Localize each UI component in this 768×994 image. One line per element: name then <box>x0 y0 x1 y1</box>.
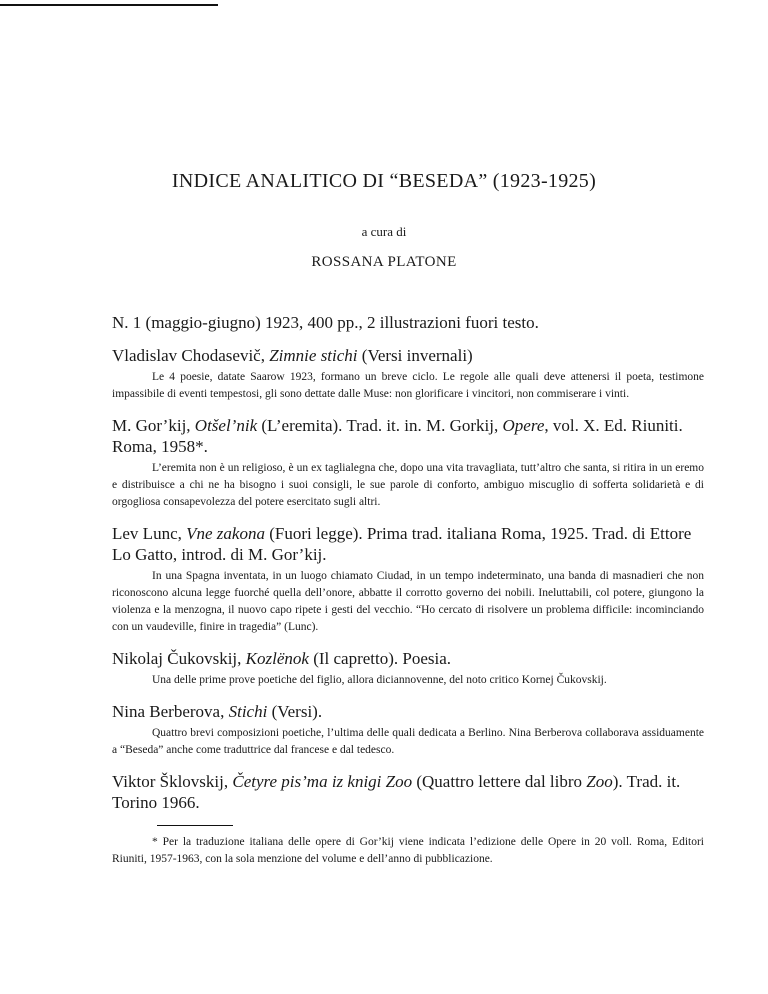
issue-heading: N. 1 (maggio-giugno) 1923, 400 pp., 2 illustrazioni fuori testo. <box>112 313 539 332</box>
entry-work: Kozlënok <box>245 649 309 668</box>
entry-work: Stichi <box>228 702 268 721</box>
entry-chodasevic <box>112 345 704 403</box>
entry-gorkij <box>112 415 704 511</box>
entry-work: Vne zakona <box>186 524 265 543</box>
entry-heading <box>112 415 704 457</box>
entry-work-2: Opere <box>502 416 545 435</box>
entry-description: In una Spagna inventata, in un luogo chiamato Ciudad, in un tempo indeterminato, una banda di masnadieri che non riconoscono alcuna legge fuorché quella dell’onore, abbatte il corrotto governo dei nobili. Ineluttabili, col potere, giungono la violenza e la menzogna, il nuovo capo ripete i gesti del vecchio. “Ho cercato di risolvere un problema difficile: incominciando con un vaudeville, finire in tragedia” (Lunc). <box>112 570 704 633</box>
entry-rest: (Fuori legge). Prima trad. italiana Roma, 1925. Trad. di Ettore Lo Gatto, introd. di M. Gor’kij. <box>112 524 692 564</box>
entry-author: M. Gor’kij, <box>112 416 191 435</box>
entry-author: Vladislav Chodasevič, <box>112 346 265 365</box>
entry-work: Četyre pis’ma iz knigi Zoo <box>232 772 413 791</box>
entry-rest-2: , vol. X. Ed. Riuniti. Roma, 1958*. <box>112 416 683 456</box>
entry-author: Nikolaj Čukovskij, <box>112 649 242 668</box>
editor-name: ROSSANA PLATONE <box>311 254 457 270</box>
index-body <box>112 313 704 825</box>
entry-heading <box>112 345 704 366</box>
entry-lunc <box>112 523 704 636</box>
entry-rest-2: ). Trad. it. Torino 1966. <box>112 772 681 812</box>
entry-rest: (L’eremita). Trad. it. in. M. Gorkij, <box>261 416 499 435</box>
top-rule <box>0 4 218 6</box>
entry-rest: (Quattro lettere dal libro <box>416 772 583 791</box>
entry-description: L’eremita non è un religioso, è un ex taglialegna che, dopo una vita travagliata, tutt’altro che santa, si ritira in un eremo e distribuisce a chi ne ha bisogno i suoi consigli, le sue parole di conforto, ambiguo miscuglio di sofferta solidarietà e di orgogliosa consapevolezza del potere esercitato sugli altri. <box>112 462 704 508</box>
entry-work: Otšel’nik <box>194 416 258 435</box>
entry-berberova <box>112 701 704 759</box>
footnote-rule <box>157 825 233 826</box>
entry-author: Nina Berberova, <box>112 702 225 721</box>
entry-rest: (Versi invernali) <box>361 346 473 365</box>
entry-description: Le 4 poesie, datate Saarow 1923, formano un breve ciclo. Le regole alle quali deve attenersi il poeta, testimone impassibile di eventi tempestosi, gli sono dettate dalle Muse: non glorificare i vincitori, non commiserare i vinti. <box>112 371 704 400</box>
edited-by-label: a cura di <box>361 224 407 239</box>
entry-sklovskij <box>112 771 704 813</box>
page-title: INDICE ANALITICO DI “BESEDA” (1923-1925) <box>171 170 597 192</box>
entry-heading <box>112 648 704 669</box>
footnote: * Per la traduzione italiana delle opere di Gor’kij viene indicata l’edizione delle Opere in 20 voll. Roma, Editori Riuniti, 1957-1963, con la sola menzione del volume e dell’anno di pubblicazione. <box>112 836 704 865</box>
entry-heading <box>112 523 704 565</box>
entry-work: Zimnie stichi <box>269 346 358 365</box>
entry-rest: (Versi). <box>271 702 323 721</box>
entry-heading <box>112 701 704 722</box>
entry-cukovskij <box>112 648 704 689</box>
entry-rest: (Il capretto). Poesia. <box>313 649 452 668</box>
entry-author: Viktor Šklovskij, <box>112 772 229 791</box>
entry-heading <box>112 771 704 813</box>
entry-work-2: Zoo <box>586 772 613 791</box>
entry-description: Quattro brevi composizioni poetiche, l’ultima delle quali dedicata a Berlino. Nina Berberova collaborava assiduamente a “Beseda” anche come traduttrice dal francese e dal tedesco. <box>112 727 704 756</box>
entry-description: Una delle prime prove poetiche del figlio, allora diciannovenne, del noto critico Kornej Čukovskij. <box>152 674 607 686</box>
entry-author: Lev Lunc, <box>112 524 182 543</box>
